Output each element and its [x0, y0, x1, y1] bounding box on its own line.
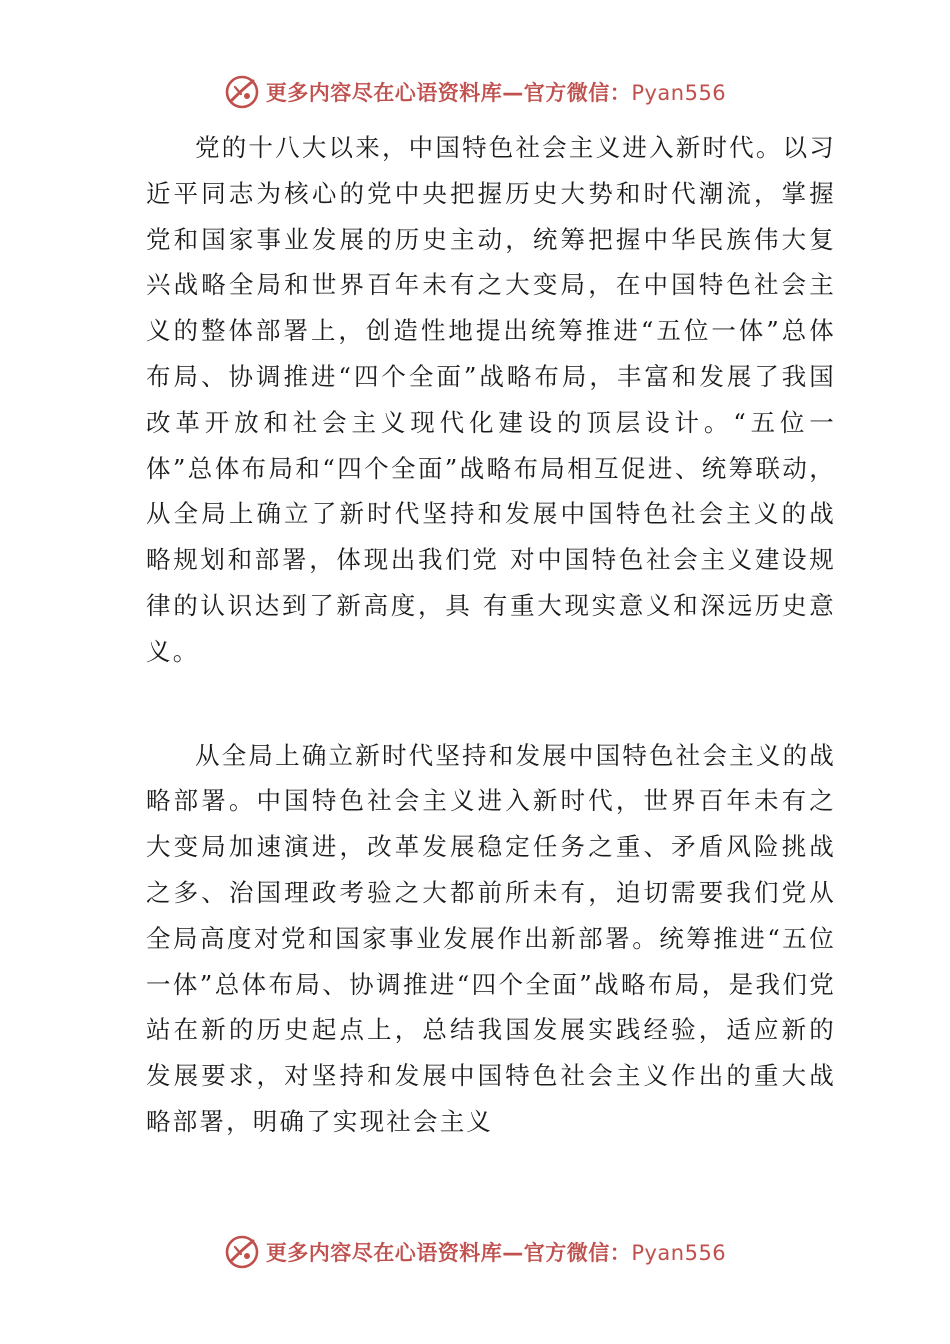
paragraph: 从全局上确立新时代坚持和发展中国特色社会主义的战略部署。中国特色社会主义进入新时代，世界百年未有之大变局加速演进，改革发展稳定任务之重、矛盾风险挑战之多、治国理政考验之大都前所未有，迫切需要我们党从全局高度对党和国家事业发展作出新部署。统筹推进“五位一体”总体布局、协调推进“四个全面”战略布局，是我们党站在新的历史起点上，总结我国发展实践经验，适应新的发展要求，对坚持和发展中国特色社会主义作出的重大战略部署，明确了实现社会主义 [146, 740, 836, 1136]
wechat-handle: Pyan556 [631, 81, 727, 105]
document-body [146, 125, 836, 1145]
pen-seal-logo-icon [224, 1234, 260, 1270]
pen-seal-logo-icon [224, 74, 260, 110]
paragraph: 党的十八大以来，中国特色社会主义进入新时代。以习近平同志为核心的党中央把握历史大势和时代潮流，掌握党和国家事业发展的历史主动，统筹把握中华民族伟大复兴战略全局和世界百年未有之大变局，在中国特色社会主义的整体部署上，创造性地提出统筹推进“五位一体”总体布局、协调推进“四个全面”战略布局，丰富和发展了我国改革开放和社会主义现代化建设的顶层设计。“五位一体”总体布局和“四个全面”战略布局相互促进、统筹联动，从全局上确立了新时代坚持和发展中国特色社会主义的战略规划和部署，体现出我们党 对中国特色社会主义建设规律的认识达到了新高度，具 有重大现实意义和深远历史意义。 [146, 133, 836, 666]
header-banner [0, 72, 950, 112]
banner-text: 更多内容尽在心语资料库—官方微信：Pyan556 [265, 81, 727, 105]
footer-banner [0, 1232, 950, 1272]
banner-text: 更多内容尽在心语资料库—官方微信：Pyan556 [265, 1241, 727, 1265]
wechat-handle: Pyan556 [631, 1241, 727, 1265]
